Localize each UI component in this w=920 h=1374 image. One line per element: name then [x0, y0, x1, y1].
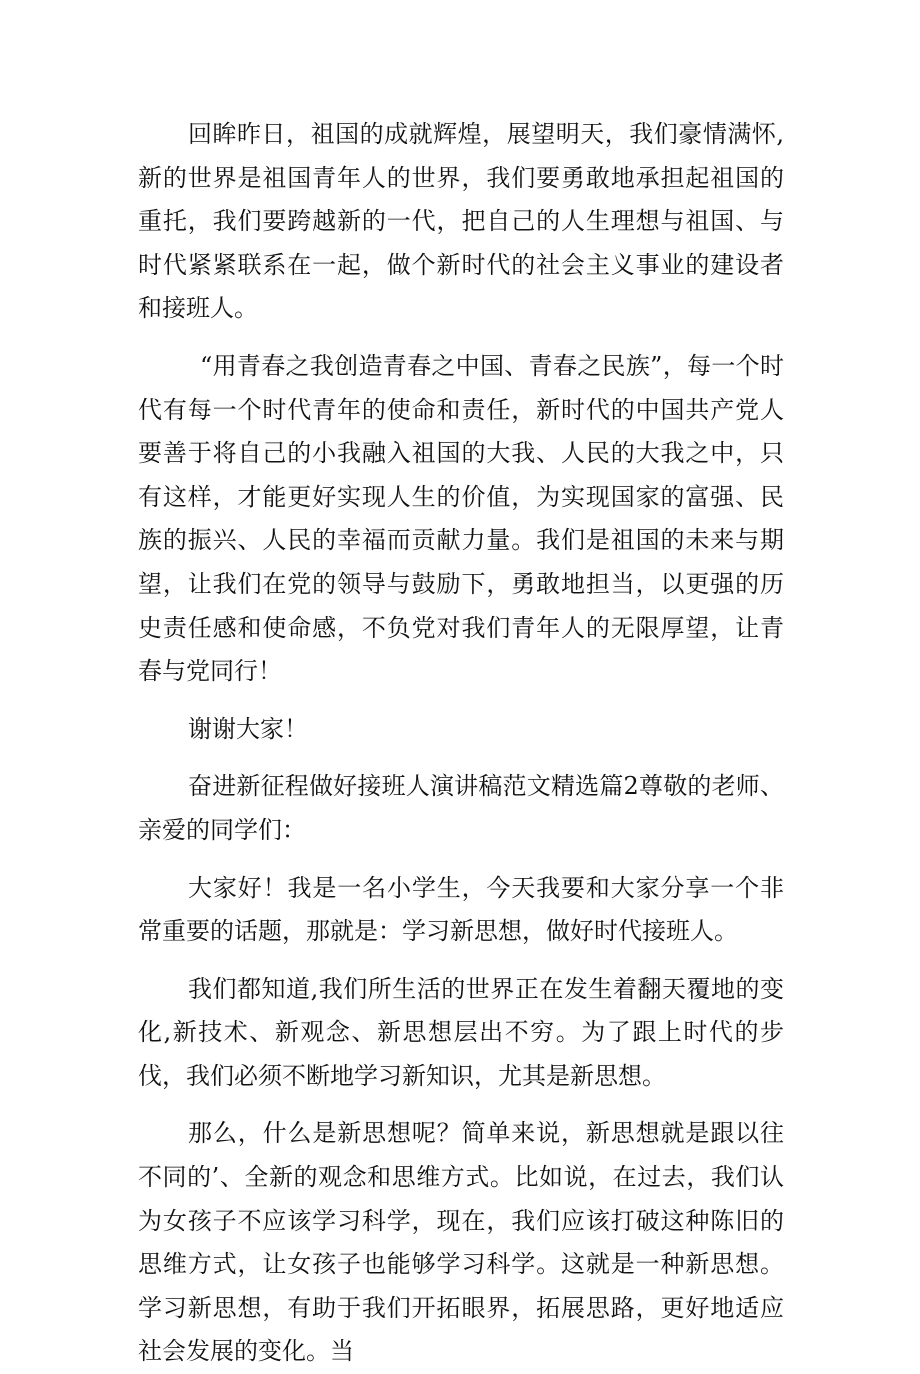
- paragraph-2: “用青春之我创造青春之中国、青春之民族”，每一个时代有每一个时代青年的使命和责任，新时代的中国共产党人要善于将自己的小我融入祖国的大我、人民的大我之中，只有这样，才能更好实现人生的价值，为实现国家的富强、民族的振兴、人民的幸福而贡献力量。我们是祖国的未来与期望，让我们在党的领导与鼓励下，勇敢地担当，以更强的历史责任感和使命感，不负党对我们青年人的无限厚望，让青春与党同行！: [138, 351, 784, 686]
- paragraph-5: 大家好！我是一名小学生，今天我要和大家分享一个非常重要的话题，那就是：学习新思想，做好时代接班人。: [138, 873, 784, 946]
- paragraph-4: 奋进新征程做好接班人演讲稿范文精选篇2尊敬的老师、亲爱的同学们：: [138, 772, 784, 844]
- paragraph-7: 那么，什么是新思想呢？简单来说，新思想就是跟以往不同的’、全新的观念和思维方式。比如说，在过去，我们认为女孩子不应该学习科学，现在，我们应该打破这种陈旧的思维方式，让女孩子也能够学习科学。这就是一种新思想。学习新思想，有助于我们开拓眼界，拓展思路，更好地适应社会发展的变化。当: [138, 1119, 784, 1366]
- paragraph-1: 回眸昨日，祖国的成就辉煌，展望明天，我们豪情满怀,新的世界是祖国青年人的世界，我们要勇敢地承担起祖国的重托，我们要跨越新的一代，把自己的人生理想与祖国、与时代紧紧联系在一起，做个新时代的社会主义事业的建设者和接班人。: [138, 120, 784, 323]
- paragraph-3: 谢谢大家！: [188, 714, 308, 743]
- document-body: [138, 113, 784, 1374]
- paragraph-6: 我们都知道,我们所生活的世界正在发生着翻天覆地的变化,新技术、新观念、新思想层出不穷。为了跟上时代的步伐，我们必须不断地学习新知识，尤其是新思想。: [138, 974, 784, 1090]
